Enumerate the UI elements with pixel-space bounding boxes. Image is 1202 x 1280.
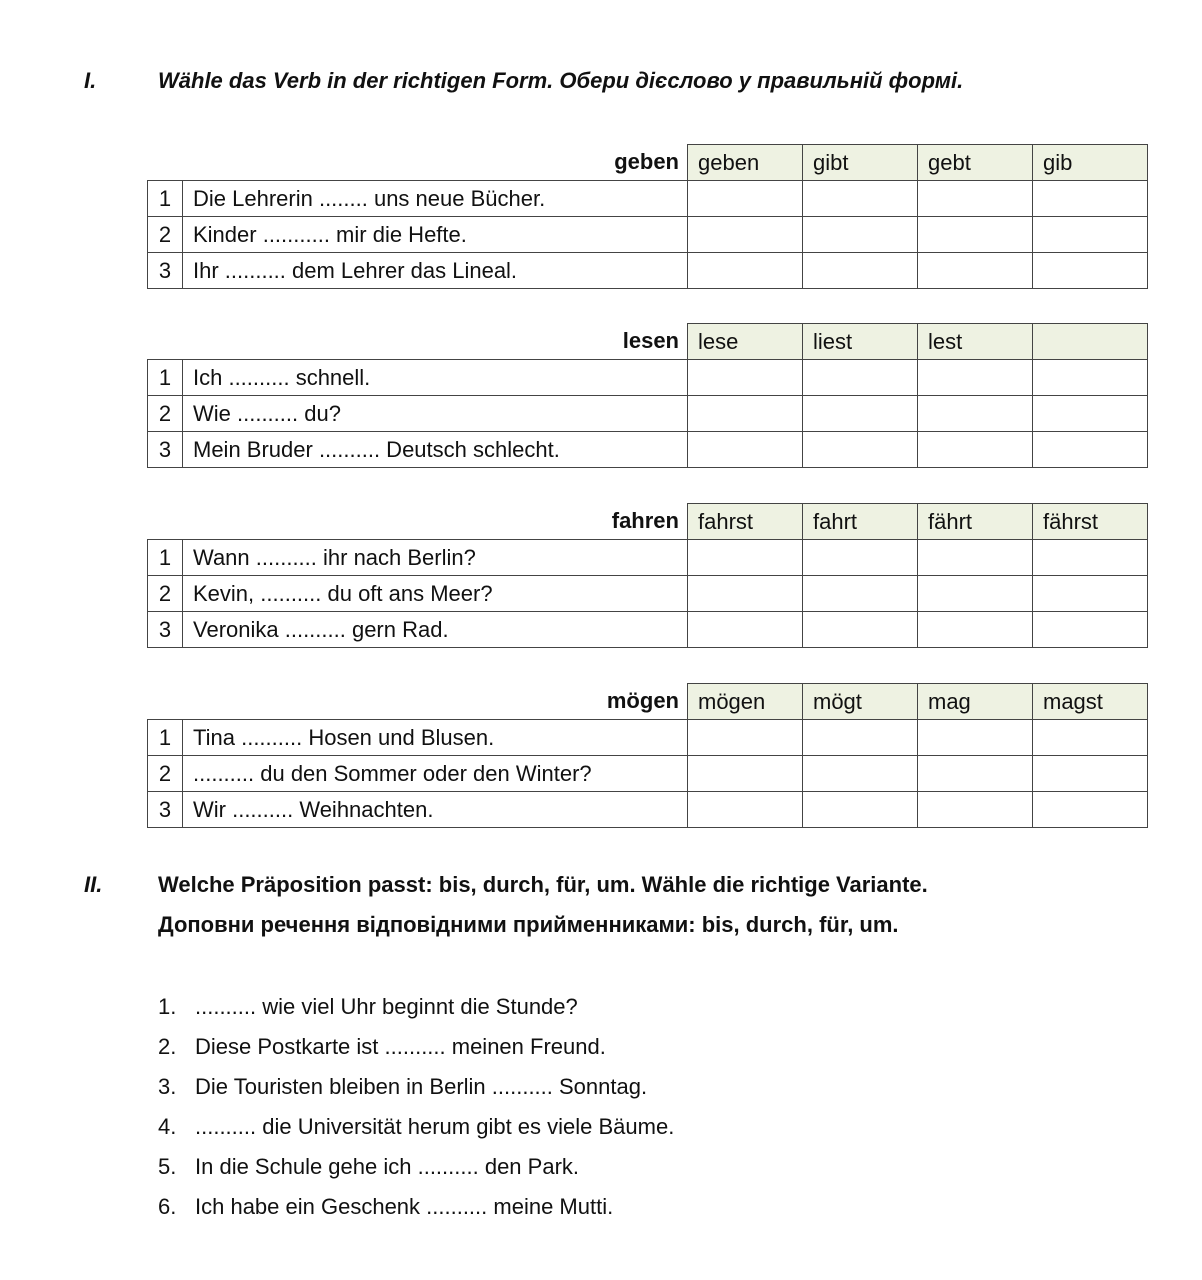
answer-cell[interactable] — [688, 253, 803, 289]
answer-cell[interactable] — [688, 612, 803, 648]
answer-cell[interactable] — [918, 576, 1033, 612]
row-number: 1 — [148, 720, 183, 756]
sentence-cell: Mein Bruder .......... Deutsch schlecht. — [183, 432, 688, 468]
option-cell: magst — [1033, 684, 1148, 720]
table-row — [148, 720, 1148, 756]
answer-cell[interactable] — [1033, 217, 1148, 253]
row-number: 3 — [148, 792, 183, 828]
answer-cell[interactable] — [688, 360, 803, 396]
list-item — [158, 990, 674, 1030]
row-number: 2 — [148, 217, 183, 253]
list-item — [158, 1030, 674, 1070]
option-cell: lese — [688, 324, 803, 360]
answer-cell[interactable] — [1033, 253, 1148, 289]
sentence-cell: Wann .......... ihr nach Berlin? — [183, 540, 688, 576]
item-text: Die Touristen bleiben in Berlin .......... Sonntag. — [195, 1074, 648, 1099]
option-cell: liest — [803, 324, 918, 360]
answer-cell[interactable] — [918, 360, 1033, 396]
table-row — [148, 396, 1148, 432]
answer-cell[interactable] — [803, 720, 918, 756]
table-row — [148, 253, 1148, 289]
answer-cell[interactable] — [803, 360, 918, 396]
item-text: .......... die Universität herum gibt es viele Bäume. — [195, 1114, 675, 1139]
option-cell: gebt — [918, 145, 1033, 181]
table-row — [148, 756, 1148, 792]
list-item — [158, 1190, 674, 1230]
answer-cell[interactable] — [803, 396, 918, 432]
answer-cell[interactable] — [1033, 360, 1148, 396]
answer-cell[interactable] — [688, 432, 803, 468]
answer-cell[interactable] — [918, 432, 1033, 468]
row-number: 1 — [148, 360, 183, 396]
row-number: 2 — [148, 576, 183, 612]
section-2-instruction-uk: Доповни речення відповідними прийменниками: bis, durch, für, um. — [158, 912, 899, 937]
answer-cell[interactable] — [803, 612, 918, 648]
option-cell: lest — [918, 324, 1033, 360]
option-cell: mag — [918, 684, 1033, 720]
sentence-cell: Veronika .......... gern Rad. — [183, 612, 688, 648]
answer-cell[interactable] — [1033, 720, 1148, 756]
answer-cell[interactable] — [918, 217, 1033, 253]
table-row — [148, 540, 1148, 576]
row-number: 2 — [148, 756, 183, 792]
row-number: 3 — [148, 612, 183, 648]
verb-table-lesen — [147, 323, 1148, 468]
answer-cell[interactable] — [803, 540, 918, 576]
option-cell — [1033, 324, 1148, 360]
option-cell: gibt — [803, 145, 918, 181]
option-cell: mögen — [688, 684, 803, 720]
item-text: Ich habe ein Geschenk .......... meine Mutti. — [195, 1194, 614, 1219]
answer-cell[interactable] — [918, 756, 1033, 792]
row-number: 3 — [148, 432, 183, 468]
row-number: 2 — [148, 396, 183, 432]
section-1-instruction: Wähle das Verb in der richtigen Form. Обери дієслово у правильній формі. — [158, 68, 964, 93]
option-cell: fährst — [1033, 504, 1148, 540]
option-cell: fahrt — [803, 504, 918, 540]
answer-cell[interactable] — [1033, 396, 1148, 432]
list-item — [158, 1110, 674, 1150]
answer-cell[interactable] — [688, 396, 803, 432]
verb-table-geben — [147, 144, 1148, 289]
answer-cell[interactable] — [918, 792, 1033, 828]
section-2-instruction-de: Welche Präposition passt: bis, durch, für, um. Wähle die richtige Variante. — [158, 872, 928, 897]
section-2-number: II. — [84, 872, 103, 897]
table-header-row — [148, 324, 1148, 360]
answer-cell[interactable] — [688, 792, 803, 828]
answer-cell[interactable] — [918, 720, 1033, 756]
list-item — [158, 1150, 674, 1190]
answer-cell[interactable] — [803, 792, 918, 828]
item-number: 2. — [158, 1034, 177, 1059]
table-row — [148, 181, 1148, 217]
answer-cell[interactable] — [1033, 432, 1148, 468]
option-cell: mögt — [803, 684, 918, 720]
answer-cell[interactable] — [688, 181, 803, 217]
answer-cell[interactable] — [1033, 612, 1148, 648]
item-text: .......... wie viel Uhr beginnt die Stunde? — [195, 994, 578, 1019]
sentence-cell: Ihr .......... dem Lehrer das Lineal. — [183, 253, 688, 289]
item-text: Diese Postkarte ist .......... meinen Freund. — [195, 1034, 606, 1059]
verb-table-fahren — [147, 503, 1148, 648]
verb-label: mögen — [606, 688, 679, 714]
answer-cell[interactable] — [803, 756, 918, 792]
sentence-cell: Tina .......... Hosen und Blusen. — [183, 720, 688, 756]
answer-cell[interactable] — [688, 217, 803, 253]
table-row — [148, 432, 1148, 468]
row-number: 3 — [148, 253, 183, 289]
answer-cell[interactable] — [1033, 540, 1148, 576]
answer-cell[interactable] — [1033, 756, 1148, 792]
table-row — [148, 792, 1148, 828]
answer-cell[interactable] — [803, 217, 918, 253]
sentence-cell: Wir .......... Weihnachten. — [183, 792, 688, 828]
sentence-cell: Ich .......... schnell. — [183, 360, 688, 396]
answer-cell[interactable] — [1033, 792, 1148, 828]
answer-cell[interactable] — [803, 253, 918, 289]
answer-cell[interactable] — [688, 576, 803, 612]
section-1-number: I. — [84, 68, 97, 93]
item-text: In die Schule gehe ich .......... den Park. — [195, 1154, 580, 1179]
item-number: 6. — [158, 1194, 177, 1219]
sentence-cell: Kevin, .......... du oft ans Meer? — [183, 576, 688, 612]
item-number: 3. — [158, 1074, 177, 1099]
answer-cell[interactable] — [1033, 181, 1148, 217]
verb-label: lesen — [622, 328, 679, 354]
sentence-cell: .......... du den Sommer oder den Winter? — [183, 756, 688, 792]
answer-cell[interactable] — [688, 540, 803, 576]
sentence-cell: Wie .......... du? — [183, 396, 688, 432]
answer-cell[interactable] — [918, 253, 1033, 289]
answer-cell[interactable] — [918, 540, 1033, 576]
table-row — [148, 360, 1148, 396]
answer-cell[interactable] — [803, 181, 918, 217]
table-row — [148, 217, 1148, 253]
answer-cell[interactable] — [688, 720, 803, 756]
answer-cell[interactable] — [803, 432, 918, 468]
answer-cell[interactable] — [688, 756, 803, 792]
list-item — [158, 1070, 674, 1110]
row-number: 1 — [148, 181, 183, 217]
item-number: 1. — [158, 994, 177, 1019]
option-cell: fahrst — [688, 504, 803, 540]
verb-table-moegen — [147, 683, 1148, 828]
preposition-exercise-list — [158, 990, 674, 1230]
table-row — [148, 612, 1148, 648]
sentence-cell: Kinder ........... mir die Hefte. — [183, 217, 688, 253]
item-number: 4. — [158, 1114, 177, 1139]
table-header-row — [148, 684, 1148, 720]
item-number: 5. — [158, 1154, 177, 1179]
option-cell: gib — [1033, 145, 1148, 181]
verb-label: geben — [614, 149, 679, 175]
table-row — [148, 576, 1148, 612]
table-header-row — [148, 145, 1148, 181]
table-header-row — [148, 504, 1148, 540]
answer-cell[interactable] — [918, 181, 1033, 217]
answer-cell[interactable] — [803, 576, 918, 612]
option-cell: geben — [688, 145, 803, 181]
answer-cell[interactable] — [1033, 576, 1148, 612]
answer-cell[interactable] — [918, 396, 1033, 432]
answer-cell[interactable] — [918, 612, 1033, 648]
row-number: 1 — [148, 540, 183, 576]
option-cell: fährt — [918, 504, 1033, 540]
verb-label: fahren — [611, 508, 679, 534]
sentence-cell: Die Lehrerin ........ uns neue Bücher. — [183, 181, 688, 217]
